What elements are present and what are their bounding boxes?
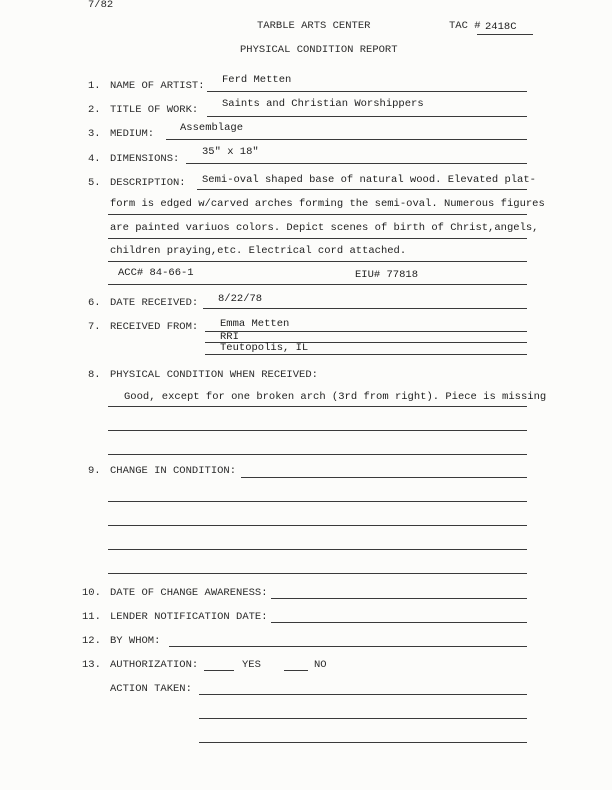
- field-number: 2.: [88, 104, 101, 116]
- field-number: 3.: [88, 128, 101, 140]
- artist-line: [207, 91, 527, 92]
- received-from-label: RECEIVED FROM:: [110, 321, 199, 333]
- field-number: 7.: [88, 321, 101, 333]
- tac-underline: [477, 34, 533, 35]
- date-received-value: 8/22/78: [218, 293, 263, 305]
- physical-condition-value: Good, except for one broken arch (3rd from right). Piece is missing: [124, 391, 547, 403]
- field-number: 13.: [82, 659, 101, 671]
- dimensions-line: [186, 163, 527, 164]
- description-rule-4: [108, 261, 527, 262]
- description-rule-3: [108, 238, 527, 239]
- artist-label: NAME OF ARTIST:: [110, 80, 205, 92]
- physical-condition-rule-1: [108, 406, 527, 407]
- action-taken-rule-2: [199, 718, 527, 719]
- description-rule-1: [197, 189, 527, 190]
- change-in-condition-rule-2: [108, 501, 527, 502]
- artist-value: Ferd Metten: [222, 74, 292, 86]
- date-received-line: [203, 308, 527, 309]
- date-change-line: [271, 598, 527, 599]
- form-title: PHYSICAL CONDITION REPORT: [240, 44, 398, 56]
- medium-label: MEDIUM:: [110, 128, 155, 140]
- field-number: 11.: [82, 611, 101, 623]
- lender-notification-line: [271, 622, 527, 623]
- field-number: 8.: [88, 369, 101, 381]
- tac-number: 2418C: [485, 21, 517, 33]
- title-line: [207, 116, 527, 117]
- date-received-label: DATE RECEIVED:: [110, 297, 199, 309]
- authorization-label: AUTHORIZATION:: [110, 659, 199, 671]
- medium-value: Assemblage: [180, 122, 244, 134]
- change-in-condition-rule-5: [108, 573, 527, 574]
- institution-name: TARBLE ARTS CENTER: [257, 20, 371, 32]
- change-in-condition-rule-3: [108, 525, 527, 526]
- title-value: Saints and Christian Worshippers: [222, 98, 424, 110]
- acc-number: ACC# 84-66-1: [118, 267, 194, 279]
- field-number: 12.: [82, 635, 101, 647]
- no-blank: [284, 670, 308, 671]
- received-from-line-2: RRI: [220, 331, 239, 343]
- no-option: NO: [314, 659, 327, 671]
- field-number: 1.: [88, 80, 101, 92]
- description-line-3: are painted variuos colors. Depict scenes of birth of Christ,angels,: [110, 222, 539, 234]
- change-in-condition-rule-4: [108, 549, 527, 550]
- physical-condition-label: PHYSICAL CONDITION WHEN RECEIVED:: [110, 369, 318, 381]
- description-line-2: form is edged w/carved arches forming the semi-oval. Numerous figures: [110, 198, 545, 210]
- by-whom-line: [169, 646, 527, 647]
- field-number: 4.: [88, 153, 101, 165]
- field-number: 9.: [88, 465, 101, 477]
- date-change-label: DATE OF CHANGE AWARENESS:: [110, 587, 268, 599]
- received-from-line-3: Teutopolis, IL: [220, 342, 309, 354]
- description-line-1: Semi-oval shaped base of natural wood. Elevated plat-: [202, 174, 536, 186]
- date-note: 7/82: [88, 0, 114, 11]
- received-from-line-1: Emma Metten: [220, 318, 290, 330]
- dimensions-label: DIMENSIONS:: [110, 153, 180, 165]
- acc-rule: [108, 284, 527, 285]
- received-from-rule-1: [205, 331, 527, 332]
- field-number: 10.: [82, 587, 101, 599]
- description-label: DESCRIPTION:: [110, 177, 186, 189]
- yes-option: YES: [242, 659, 261, 671]
- action-taken-rule-1: [199, 694, 527, 695]
- title-label: TITLE OF WORK:: [110, 104, 199, 116]
- dimensions-value: 35" x 18": [202, 146, 259, 158]
- received-from-rule-3: [205, 354, 527, 355]
- physical-condition-rule-3: [108, 454, 527, 455]
- physical-condition-rule-2: [108, 430, 527, 431]
- change-in-condition-label: CHANGE IN CONDITION:: [110, 465, 237, 477]
- by-whom-label: BY WHOM:: [110, 635, 161, 647]
- field-number: 6.: [88, 297, 101, 309]
- description-rule-2: [108, 214, 527, 215]
- action-taken-label: ACTION TAKEN:: [110, 683, 192, 695]
- tac-label: TAC #: [449, 20, 481, 32]
- yes-blank: [204, 670, 234, 671]
- medium-line: [166, 139, 527, 140]
- action-taken-rule-3: [199, 742, 527, 743]
- field-number: 5.: [88, 177, 101, 189]
- change-in-condition-rule-1: [241, 477, 527, 478]
- description-line-4: children praying,etc. Electrical cord attached.: [110, 245, 407, 257]
- eiu-number: EIU# 77818: [355, 269, 419, 281]
- lender-notification-label: LENDER NOTIFICATION DATE:: [110, 611, 268, 623]
